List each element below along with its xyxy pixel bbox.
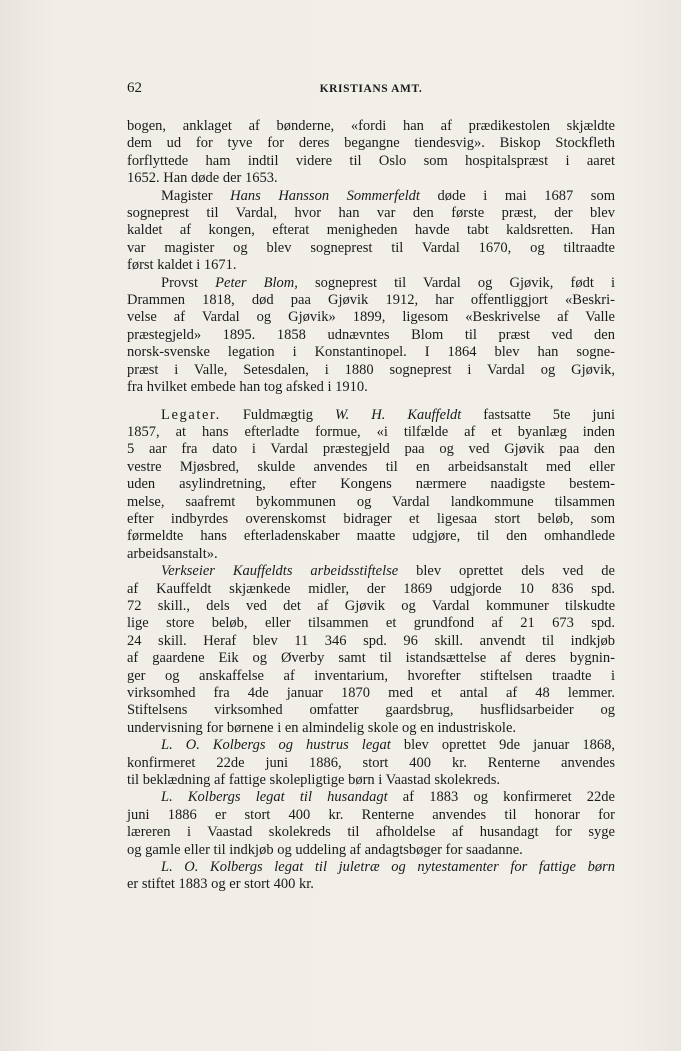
- text-run: præst i Valle, Setesdalen, i 1880 sogneprest i Vardal og Gjøvik,: [127, 361, 615, 378]
- paragraph: [127, 859, 615, 894]
- text-run: Fuldmægtig: [220, 406, 335, 423]
- text-run: Magister: [161, 187, 231, 204]
- text-run: og gamle eller til indkjøb og uddeling af andagtsbøger for saadanne.: [127, 841, 523, 858]
- text-run: læreren i Vaastad skolekreds til afholdelse af husandagt for syge: [127, 824, 615, 841]
- paragraph: [127, 118, 615, 188]
- italic-text: Verkseier Kauffeldts arbeidsstiftelse: [161, 563, 399, 580]
- text-line: [127, 737, 615, 754]
- text-line: [127, 859, 615, 876]
- text-run: Stiftelsens virksomhed omfatter gaardsbrug, husflidsarbeider og: [127, 702, 615, 719]
- text-run: virksomhed fra 4de januar 1870 med et antal af 48 lemmer.: [127, 685, 615, 701]
- text-run: til beklædning af fattige skolepligtige børn i Vaastad skolekreds.: [127, 772, 501, 789]
- text-line: [127, 772, 615, 789]
- text-run: konfirmeret 22de juni 1886, stort 400 kr. Renterne anvendes: [127, 754, 615, 771]
- italic-text: L. O. Kolbergs og hustrus legat: [161, 737, 391, 754]
- text-line: [127, 257, 615, 274]
- page-body: [127, 118, 615, 894]
- section-label: Legater.: [161, 406, 221, 423]
- text-run: blev oprettet 9de januar 1868,: [390, 737, 616, 754]
- text-line: [127, 789, 615, 806]
- text-run: er stiftet 1883 og er stort 400 kr.: [127, 876, 314, 893]
- text-line: [127, 118, 615, 135]
- text-run: 72 skill., dels ved det af Gjøvik og Vardal kommuner tilskudte: [127, 597, 615, 614]
- text-line: [127, 275, 615, 292]
- text-line: [127, 240, 615, 257]
- text-run: 1857, at hans efterladte formue, «i tilfælde af et byanlæg inden: [127, 423, 615, 440]
- text-run: af Kauffeldt skjænkede midler, der 1869 udgjorde 10 836 spd.: [127, 580, 615, 597]
- text-line: [127, 685, 615, 702]
- text-run: af gaardene Eik og Øverby samt til istandsættelse af deres bygnin-: [127, 650, 615, 667]
- text-line: [127, 292, 615, 309]
- text-line: [127, 170, 615, 187]
- text-run: Provst: [161, 274, 216, 291]
- text-run: ger og anskaffelse af inventarium, hvorefter stiftelsen traadte i: [127, 667, 615, 684]
- text-line: [127, 494, 615, 511]
- text-run: forflyttede ham indtil videre til Oslo som hospitalspræst i aaret: [127, 152, 615, 169]
- text-line: [127, 876, 615, 893]
- text-run: bogen, anklaget af bønderne, «fordi han af prædikestolen skjældte: [127, 118, 615, 134]
- italic-text: W. H. Kauffeldt: [334, 406, 462, 423]
- page-header: [127, 80, 615, 100]
- text-line: [127, 668, 615, 685]
- text-run: 5 aar fra dato i Vardal præstegjeld paa og ved Gjøvik paa den: [127, 441, 615, 458]
- italic-text: L. O. Kolbergs legat til juletræ og nytestamenter for fattige børn: [161, 859, 615, 876]
- text-run: var magister og blev sogneprest til Vardal 1670, og tiltraadte: [127, 239, 615, 256]
- text-run: uden asylindretning, efter Kongens nærmere naadigste bestem-: [127, 476, 615, 493]
- text-run: førmeldte hans efterladenskaber maatte udgjøre, til den omhandlede: [127, 528, 615, 545]
- text-line: [127, 327, 615, 344]
- text-line: [127, 528, 615, 545]
- text-run: velse af Vardal og Gjøvik» 1899, ligesom «Beskrivelse af Valle: [127, 309, 615, 326]
- text-run: lige store beløb, eller tilsammen et grundfond af 21 673 spd.: [127, 615, 615, 632]
- text-line: [127, 379, 615, 396]
- text-line: [127, 546, 615, 563]
- text-line: [127, 702, 615, 719]
- italic-text: Hans Hansson Sommerfeldt: [230, 187, 420, 204]
- italic-text: Peter Blom,: [215, 274, 298, 291]
- text-run: arbeidsanstalt».: [127, 545, 218, 562]
- text-run: af 1883 og konfirmeret 22de: [387, 789, 615, 806]
- text-run: døde i mai 1687 som: [419, 187, 615, 204]
- text-line: [127, 650, 615, 667]
- text-line: [127, 633, 615, 650]
- text-line: [127, 188, 615, 205]
- text-run: juni 1886 er stort 400 kr. Renterne anvendes til honorar for: [127, 806, 615, 823]
- text-line: [127, 615, 615, 632]
- text-line: [127, 309, 615, 326]
- text-line: [127, 459, 615, 476]
- text-line: [127, 344, 615, 361]
- text-line: [127, 153, 615, 170]
- text-run: Drammen 1818, død paa Gjøvik 1912, har offentliggjort «Beskri-: [127, 292, 615, 309]
- text-line: [127, 824, 615, 841]
- text-run: melse, saafremt bykommunen og Vardal landkommune tilsammen: [127, 493, 615, 510]
- text-line: [127, 205, 615, 222]
- paragraph: [127, 563, 615, 737]
- text-run: efter indbyrdes overenskomst bidrager et ligesaa stort beløb, som: [127, 510, 615, 527]
- running-head: KRISTIANS AMT.: [319, 83, 423, 95]
- text-line: [127, 563, 615, 580]
- text-run: fra hvilket embede han tog afsked i 1910.: [127, 379, 368, 396]
- text-run: sogneprest til Vardal, hvor han var den første præst, der blev: [127, 205, 615, 222]
- paragraph: [127, 275, 615, 397]
- text-line: [127, 581, 615, 598]
- text-run: først kaldet i 1671.: [127, 257, 237, 274]
- text-run: norsk-svenske legation i Konstantinopel. I 1864 blev han sogne-: [127, 344, 615, 361]
- text-line: [127, 476, 615, 493]
- italic-text: L. Kolbergs legat til husandagt: [161, 789, 388, 806]
- text-run: blev oprettet dels ved de: [398, 563, 615, 580]
- text-line: [127, 720, 615, 737]
- text-line: [127, 222, 615, 239]
- text-run: fastsatte 5te juni: [461, 406, 615, 423]
- text-run: vestre Mjøsbred, skulde anvendes til en arbeidsanstalt med eller: [127, 458, 615, 475]
- text-run: undervisning for børnene i en almindelig skole og en industriskole.: [127, 719, 517, 736]
- text-line: [127, 441, 615, 458]
- text-line: [127, 807, 615, 824]
- text-line: [127, 362, 615, 379]
- text-run: dem ud for tyve for deres begangne tiendesvig». Biskop Stockfleth: [127, 135, 615, 152]
- paragraph: [127, 407, 615, 564]
- text-run: 1652. Han døde der 1653.: [127, 170, 278, 187]
- paragraph: [127, 188, 615, 275]
- text-run: præstegjeld» 1895. 1858 udnævntes Blom til præst ved den: [127, 326, 615, 343]
- text-line: [127, 511, 615, 528]
- text-line: [127, 598, 615, 615]
- text-run: 24 skill. Heraf blev 11 346 spd. 96 skill. anvendt til indkjøb: [127, 632, 615, 649]
- paragraph: [127, 789, 615, 859]
- text-line: [127, 842, 615, 859]
- page-number: 62: [127, 80, 142, 96]
- text-line: [127, 755, 615, 772]
- text-run: sogneprest til Vardal og Gjøvik, født i: [297, 274, 615, 291]
- text-line: [127, 135, 615, 152]
- text-line: [127, 424, 615, 441]
- text-run: kaldet af kongen, efterat menigheden havde tabt kaldsretten. Han: [127, 222, 615, 239]
- paragraph: [127, 737, 615, 789]
- text-line: [127, 407, 615, 424]
